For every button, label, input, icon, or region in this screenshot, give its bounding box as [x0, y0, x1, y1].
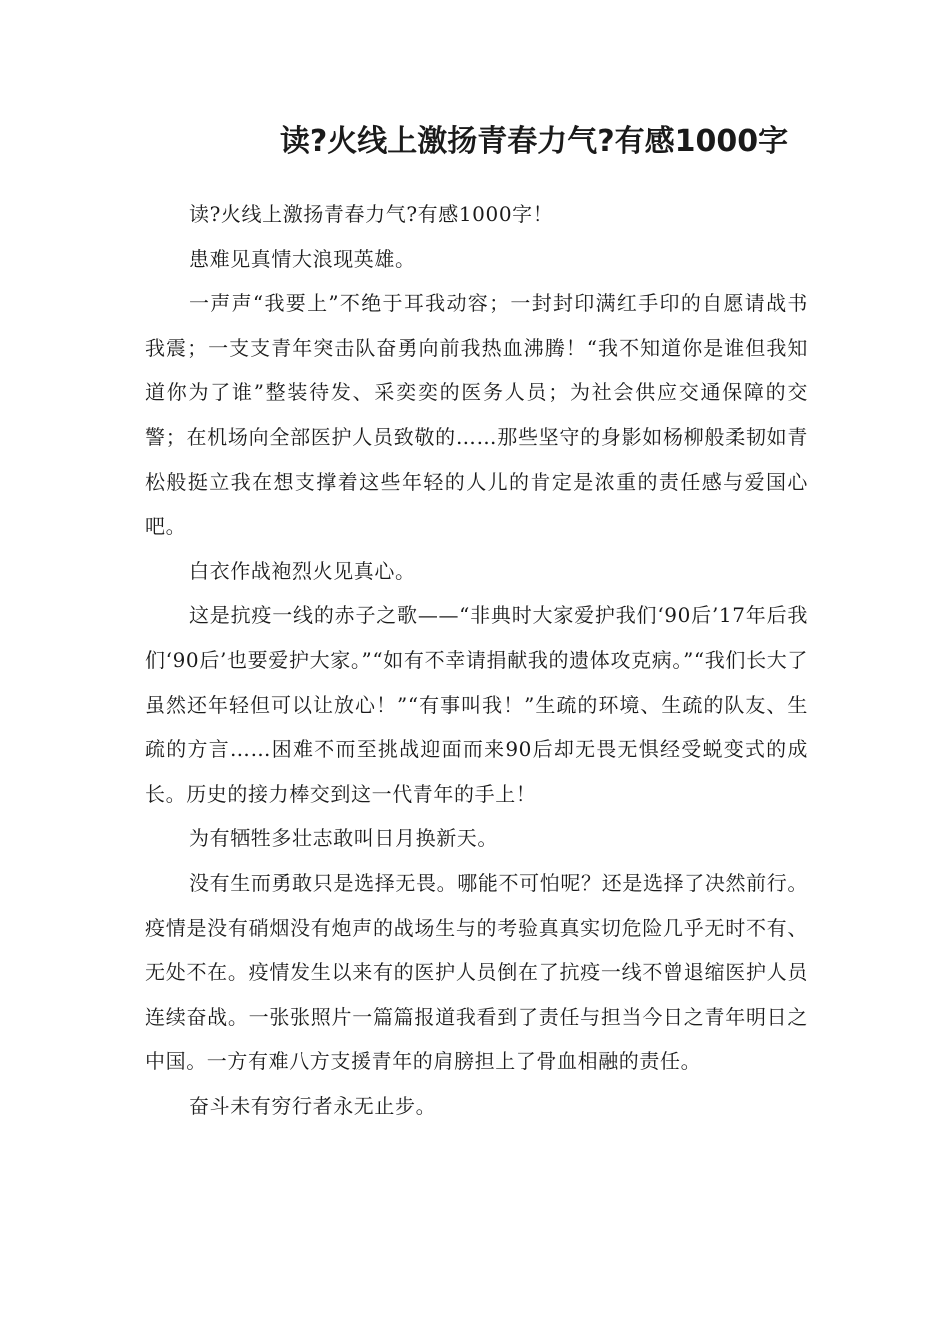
document-body	[145, 192, 808, 1128]
paragraph-6: 为有牺牲多壮志敢叫日月换新天。	[189, 826, 498, 851]
paragraph-8: 奋斗未有穷行者永无止步。	[189, 1093, 437, 1118]
paragraph-4: 白衣作战袍烈火见真心。	[189, 558, 416, 583]
document-title: 读?火线上激扬青春力气?有感1000字	[279, 124, 789, 159]
paragraph-3: 一声声“我要上”不绝于耳我动容；一封封印满红手印的自愿请战书我震；一支支青年突击队奋勇向前我热血沸腾！“我不知道你是谁但我知道你为了谁”整装待发、采奕奕的医务人员；为社会供应交通保障的交警；在机场向全部医护人员致敬的……那些坚守的身影如杨柳般柔韧如青松般挺立我在想支撑着这些年轻的人儿的肯定是浓重的责任感与爱国心吧。	[145, 291, 808, 539]
paragraph-1: 读?火线上激扬青春力气?有感1000字！	[189, 202, 554, 226]
paragraph-7: 没有生而勇敢只是选择无畏。哪能不可怕呢？还是选择了决然前行。疫情是没有硝烟没有炮声的战场生与的考验真真实切危险几乎无时不有、无处不在。疫情发生以来有的医护人员倒在了抗疫一线不曾退缩医护人员连续奋战。一张张照片一篇篇报道我看到了责任与担当今日之青年明日之中国。一方有难八方支援青年的肩膀担上了骨血相融的责任。	[145, 870, 808, 1074]
paragraph-5: 这是抗疫一线的赤子之歌——“非典时大家爱护我们‘90后’17年后我们‘90后’也要爱护大家。”“如有不幸请捐献我的遗体攻克病。”“我们长大了虽然还年轻但可以让放心！”“有事叫我！”生疏的环境、生疏的队友、生疏的方言……困难不而至挑战迎面而来90后却无畏无惧经受蜕变式的成长。历史的接力棒交到这一代青年的手上！	[145, 603, 808, 806]
paragraph-2: 患难见真情大浪现英雄。	[189, 246, 416, 271]
